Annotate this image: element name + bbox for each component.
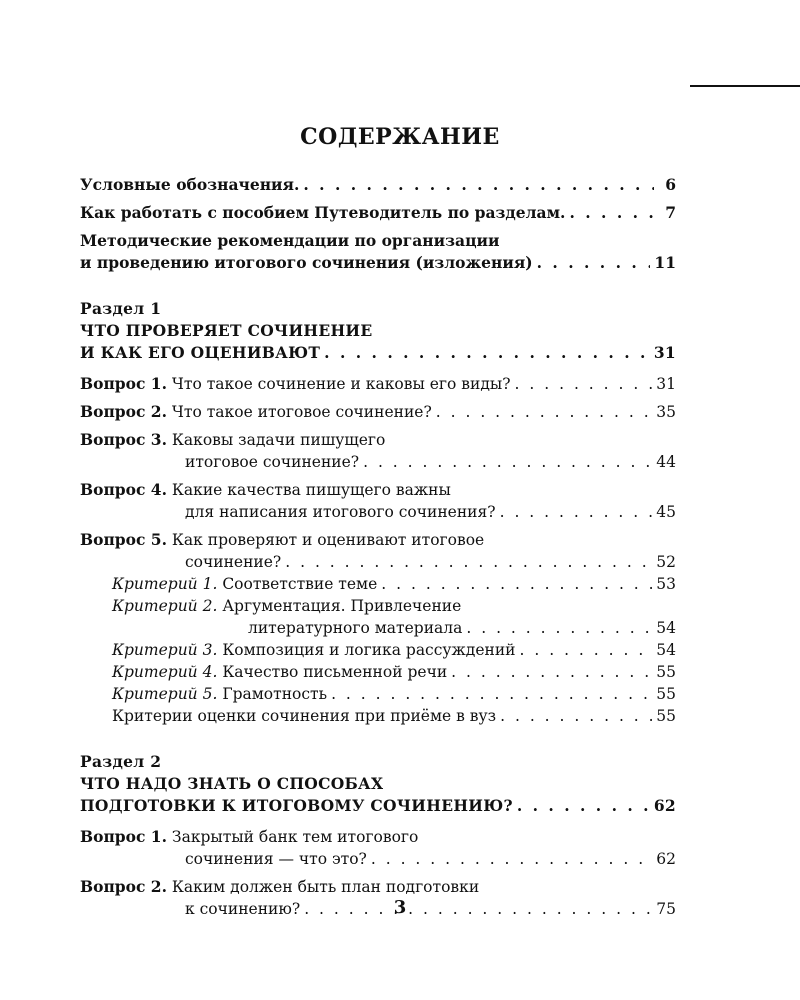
dot-leader [520, 639, 653, 661]
toc-page-number: 54 [656, 619, 676, 637]
toc-question-2[interactable] [80, 401, 676, 423]
toc-criterion-5[interactable] [80, 683, 676, 705]
toc-entry-text: Как работать с пособием Путеводитель по разделам. [80, 203, 566, 222]
dot-leader [537, 252, 651, 274]
toc-page-number: 52 [656, 553, 676, 571]
criterion-text: Грамотность [222, 685, 328, 703]
toc-page-number: 31 [656, 375, 676, 393]
criterion-text: Соответствие теме [222, 575, 378, 593]
dot-leader [515, 373, 653, 395]
question-text: Как проверяют и оценивают итоговое [171, 531, 485, 549]
toc-question-5[interactable] [80, 529, 676, 573]
toc-page-number: 75 [656, 900, 676, 918]
toc-page-number: 35 [656, 403, 676, 421]
table-of-contents [80, 174, 676, 920]
dot-leader [451, 661, 652, 683]
dot-leader [500, 705, 652, 727]
criterion-label: Критерий 1. [112, 575, 218, 593]
question-label: Вопрос 2. [80, 877, 167, 896]
section-title-text: И КАК ЕГО ОЦЕНИВАЮТ [80, 343, 321, 362]
toc-page-number: 55 [656, 685, 676, 703]
section-2-title[interactable] [80, 773, 676, 817]
dot-leader [324, 342, 650, 364]
toc-page-number: 11 [654, 253, 676, 272]
page-number: 3 [393, 897, 407, 918]
criterion-label: Критерий 4. [112, 663, 218, 681]
question-text: Каковы задачи пишущего [171, 431, 386, 449]
criterion-label: Критерий 5. [112, 685, 218, 703]
toc-page-number: 6 [665, 175, 676, 194]
question-text: Закрытый банк тем итогового [171, 828, 419, 846]
question-label: Вопрос 3. [80, 430, 167, 449]
dot-leader [303, 174, 654, 196]
toc-criterion-3[interactable] [80, 639, 676, 661]
header-rule [690, 85, 800, 87]
dot-leader [331, 683, 652, 705]
toc-question-4[interactable] [80, 479, 676, 523]
section-1-title[interactable] [80, 320, 676, 364]
question-label: Вопрос 5. [80, 530, 167, 549]
toc-page-number: 54 [656, 641, 676, 659]
question-text: сочинение? [185, 553, 282, 571]
section-title-text: ПОДГОТОВКИ К ИТОГОВОМУ СОЧИНЕНИЮ? [80, 796, 513, 815]
page-title: СОДЕРЖАНИЕ [300, 124, 500, 150]
toc-page-number: 45 [656, 503, 676, 521]
toc-criterion-4[interactable] [80, 661, 676, 683]
toc-page-number: 31 [653, 343, 676, 362]
criterion-text: Композиция и логика рассуждений [222, 641, 516, 659]
section-2-label: Раздел 2 [80, 752, 162, 771]
question-label: Вопрос 4. [80, 480, 167, 499]
criterion-text: Аргументация. Привлечение [222, 597, 462, 615]
question-text: Каким должен быть план подготовки [171, 878, 480, 896]
dot-leader [500, 501, 653, 523]
dot-leader [371, 848, 652, 870]
entry-text: Критерии оценки сочинения при приёме в вуз [112, 707, 497, 725]
dot-leader [363, 451, 652, 473]
toc-page-number: 53 [656, 575, 676, 593]
toc-page-number: 62 [656, 850, 676, 868]
toc-entry-text: Методические рекомендации по организации [80, 231, 500, 250]
toc-page-number: 7 [665, 203, 676, 222]
toc-entry-how-to-use[interactable] [80, 202, 676, 224]
toc-section2-question-1[interactable] [80, 826, 676, 870]
question-text: Что такое сочинение и каковы его виды? [171, 375, 511, 393]
question-text: Что такое итоговое сочинение? [171, 403, 432, 421]
question-label: Вопрос 2. [80, 402, 167, 421]
toc-entry-method-recommendations[interactable] [80, 230, 676, 274]
dot-leader [517, 795, 650, 817]
dot-leader [285, 551, 652, 573]
toc-page-number: 44 [656, 453, 676, 471]
question-text: итоговое сочинение? [185, 453, 360, 471]
question-label: Вопрос 1. [80, 827, 167, 846]
section-title-text: ЧТО ПРОВЕРЯЕТ СОЧИНЕНИЕ [80, 321, 373, 340]
criterion-text: Качество письменной речи [222, 663, 448, 681]
toc-criterion-2[interactable] [80, 595, 676, 639]
question-text: сочинения — что это? [185, 850, 367, 868]
criterion-text: литературного материала [248, 619, 463, 637]
toc-page-number: 55 [656, 707, 676, 725]
toc-page-number: 55 [656, 663, 676, 681]
question-text: к сочинению? [185, 900, 301, 918]
toc-criterion-1[interactable] [80, 573, 676, 595]
question-label: Вопрос 1. [80, 374, 167, 393]
dot-leader [381, 573, 652, 595]
section-title-text: ЧТО НАДО ЗНАТЬ О СПОСОБАХ [80, 774, 384, 793]
dot-leader [466, 617, 652, 639]
toc-page-number: 62 [653, 796, 676, 815]
dot-leader [436, 401, 653, 423]
toc-question-1[interactable] [80, 373, 676, 395]
question-text: для написания итогового сочинения? [185, 503, 496, 521]
toc-entry-text: Условные обозначения. [80, 175, 300, 194]
toc-entry-text: и проведению итогового сочинения (изложения) [80, 253, 533, 272]
dot-leader [569, 202, 654, 224]
toc-entry-legend[interactable] [80, 174, 676, 196]
question-text: Какие качества пишущего важны [171, 481, 451, 499]
criterion-label: Критерий 3. [112, 641, 218, 659]
section-1-label: Раздел 1 [80, 299, 162, 318]
toc-university-criteria[interactable] [80, 705, 676, 727]
toc-question-3[interactable] [80, 429, 676, 473]
criterion-label: Критерий 2. [112, 597, 218, 615]
